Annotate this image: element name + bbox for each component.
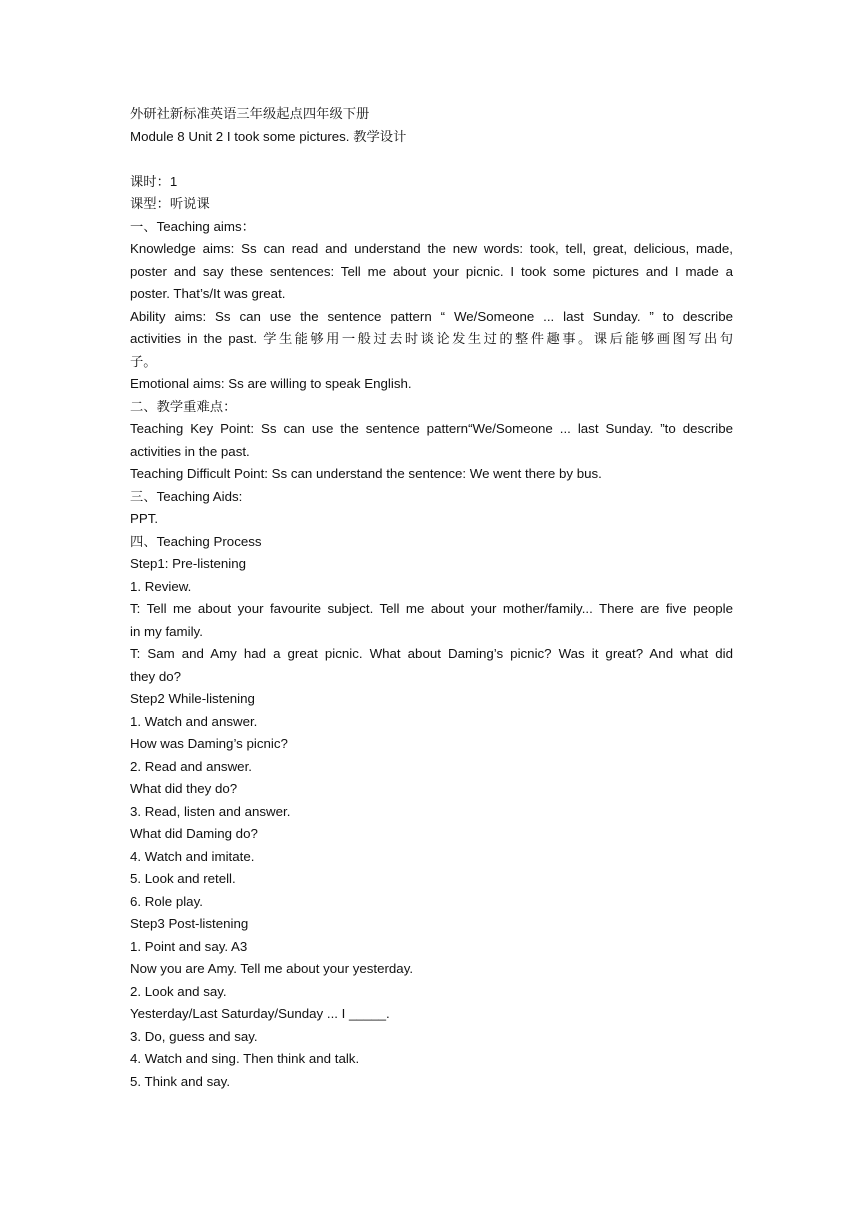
step3-line: 3. Do, guess and say. (130, 1028, 258, 1044)
key-point-line-2: activities in the past. (130, 443, 250, 459)
step1-t1-line-2: in my family. (130, 623, 203, 639)
type-line: 课型：听说课 (130, 196, 210, 211)
step3-line: 5. Think and say. (130, 1073, 231, 1089)
step2-line: 4. Watch and imitate. (130, 848, 255, 864)
step3-line: 4. Watch and sing. Then think and talk. (130, 1051, 360, 1066)
step1-item-1: 1. Review. (130, 578, 192, 594)
step3-line: 2. Look and say. (130, 983, 227, 999)
knowledge-aims-line-3: poster. That’s/It was great. (130, 286, 286, 301)
step1-t2-line-2: they do? (130, 668, 182, 684)
period-line: 课时：1 (130, 173, 178, 189)
section-heading-key-points: 二、教学重难点： (130, 398, 237, 414)
step2-line: 1. Watch and answer. (130, 713, 258, 729)
spacer (130, 148, 733, 171)
series-line: 外研社新标准英语三年级起点四年级下册 (130, 106, 370, 121)
step2-line: What did Daming do? (130, 826, 258, 841)
step1-t1-line-1: T: Tell me about your favourite subject. Tell me about your mother/family... There are five people (130, 601, 733, 616)
knowledge-aims-line-1: Knowledge aims: Ss can read and understand the new words: took, tell, great, delicious, made, (130, 241, 733, 256)
step2-line: 5. Look and retell. (130, 871, 236, 886)
ability-aims-line-2: activities in the past. 学生能够用一般过去时谈论发生过的整件趣事。课后能够画图写出句 (130, 331, 733, 346)
section-heading-aids: 三、Teaching Aids: (130, 488, 243, 504)
step3-line: Yesterday/Last Saturday/Sunday ... I _____. (130, 1006, 390, 1021)
ability-aims-line-1: Ability aims: Ss can use the sentence pattern “ We/Someone ... last Sunday. ” to describe (130, 308, 733, 324)
step1-title: Step1: Pre-listening (130, 556, 247, 571)
key-point-line-1: Teaching Key Point: Ss can use the sentence pattern“We/Someone ... last Sunday. ”to describe (130, 421, 733, 436)
step2-line: 6. Role play. (130, 893, 203, 909)
step2-line: 2. Read and answer. (130, 758, 252, 774)
ability-aims-line-3: 子。 (130, 353, 157, 369)
emotional-aims: Emotional aims: Ss are willing to speak English. (130, 376, 412, 391)
step2-line: How was Daming’s picnic? (130, 736, 288, 751)
difficult-point: Teaching Difficult Point: Ss can understand the sentence: We went there by bus. (130, 466, 602, 481)
step3-line: Now you are Amy. Tell me about your yesterday. (130, 961, 414, 976)
step2-title: Step2 While-listening (130, 691, 255, 706)
step2-line: 3. Read, listen and answer. (130, 803, 291, 819)
step2-line: What did they do? (130, 781, 238, 796)
step3-line: 1. Point and say. A3 (130, 938, 248, 954)
document-title: Module 8 Unit 2 I took some pictures. 教学设计 (130, 128, 407, 144)
section-heading-aims: 一、Teaching aims： (130, 218, 255, 234)
aids-text: PPT. (130, 511, 159, 526)
section-heading-process: 四、Teaching Process (130, 533, 262, 549)
step1-t2-line-1: T: Sam and Amy had a great picnic. What about Daming’s picnic? Was it great? And what did (130, 646, 733, 661)
document-page (130, 103, 733, 1093)
knowledge-aims-line-2: poster and say these sentences: Tell me about your picnic. I took some pictures and I made a (130, 263, 733, 279)
step3-title: Step3 Post-listening (130, 916, 249, 931)
